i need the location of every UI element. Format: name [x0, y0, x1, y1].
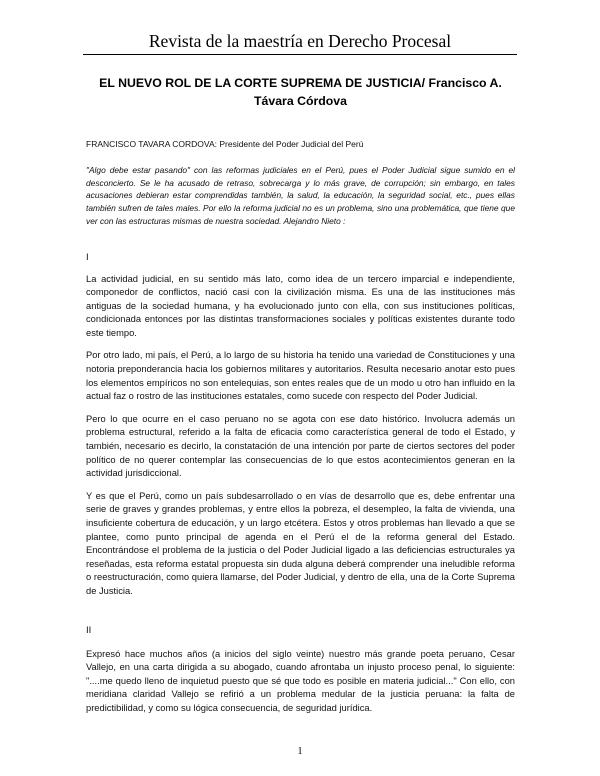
- section-heading-1: I: [86, 251, 89, 263]
- running-header-title: Revista de la maestría en Derecho Procesal: [148, 31, 452, 51]
- epigraph-quote: "Algo debe estar pasando" con las reformas judiciales en el Perú, pues el Poder Judicial sigue sumido en el desconcierto. Se le ha acusado de retraso, sobrecarga y lo más grave, de corrupción; sin embargo, en tales acusaciones debieran estar comprendidas también, la salud, la educación, la seguridad social, etc., pues ellas también sufren de tales males. Por ello la reforma judicial no es un problema, sino una problemática, que tiene que ver con las estructuras mismas de nuestra sociedad. Alejandro Nieto :: [86, 165, 515, 226]
- paragraph: Pero lo que ocurre en el caso peruano no se agota con ese dato histórico. Involucra además un problema estructural, referido a la falta de eficacia como característica general de todo el Estado, y también, necesario es decirlo, la constatación de una intención por parte de ciertos sectores del poder político de no querer contemplar las consecuencias de lo que estos acontecimientos generan en la actividad jurisdiccional.: [86, 413, 515, 479]
- paragraph: Por otro lado, mi país, el Perú, a lo largo de su historia ha tenido una variedad de Constituciones y una notoria preponderancia hacia los gobiernos militares y autoritarios. Resulta necesario anotar esto pues los elementos empíricos no son entelequias, son entes reales que de un modo u otro han influido en la actual faz o rostro de las instituciones estatales, como sucede con respecto del Poder Judicial.: [86, 350, 515, 402]
- paragraph: La actividad judicial, en su sentido más lato, como idea de un tercero imparcial e independiente, componedor de conflictos, nació casi con la civilización misma. Es una de las instituciones más antiguas de la sociedad humana, y ha evolucionado junto con ella, con sus instituciones políticas, condicionada entonces por las distintas transformaciones sociales y políticas existentes durante todo este tiempo.: [86, 273, 515, 338]
- article-body: [86, 74, 515, 725]
- header-rule: [83, 54, 517, 55]
- article-title: EL NUEVO ROL DE LA CORTE SUPREMA DE JUSTICIA/ Francisco A. Távara Córdova: [99, 76, 502, 108]
- section-heading-2: II: [86, 624, 92, 636]
- author-line: FRANCISCO TAVARA CORDOVA: Presidente del Poder Judicial del Perú: [86, 139, 364, 149]
- paragraph: Y es que el Perú, como un país subdesarrollado o en vías de desarrollo que es, debe enfrentar una serie de graves y grandes problemas, y entre ellos la pobreza, el desempleo, la falta de vivienda, una insuficiente cobertura de educación, y un largo etcétera. Estos y otros problemas han llevado a que se plantee, como punto principal de agenda en el Perú el de la reforma general del Estado. Encontrándose el problema de la justicia o del Poder Judicial ligado a las deficiencias estructurales ya reseñadas, esta reforma estatal propuesta sin duda alguna deberá comprender una ineludible reforma o reestructuración, como quiera llamarse, del Poder Judicial, y dentro de ella, una de la Corte Suprema de Justicia.: [86, 490, 515, 596]
- paragraph: Expresó hace muchos años (a inicios del siglo veinte) nuestro más grande poeta peruano, Cesar Vallejo, en una carta dirigida a su abogado, cuando afrontaba un injusto proceso penal, lo siguiente: "....me quedo lleno de inquietud puesto que sé que todo es posible en materia judicial..." Con ello, con meridiana claridad Vallejo se refirió a un problema medular de la justicia peruana: la falta de predictibilidad, y como su lógica consecuencia, de seguridad jurídica.: [86, 648, 515, 713]
- page-number: 1: [297, 746, 303, 757]
